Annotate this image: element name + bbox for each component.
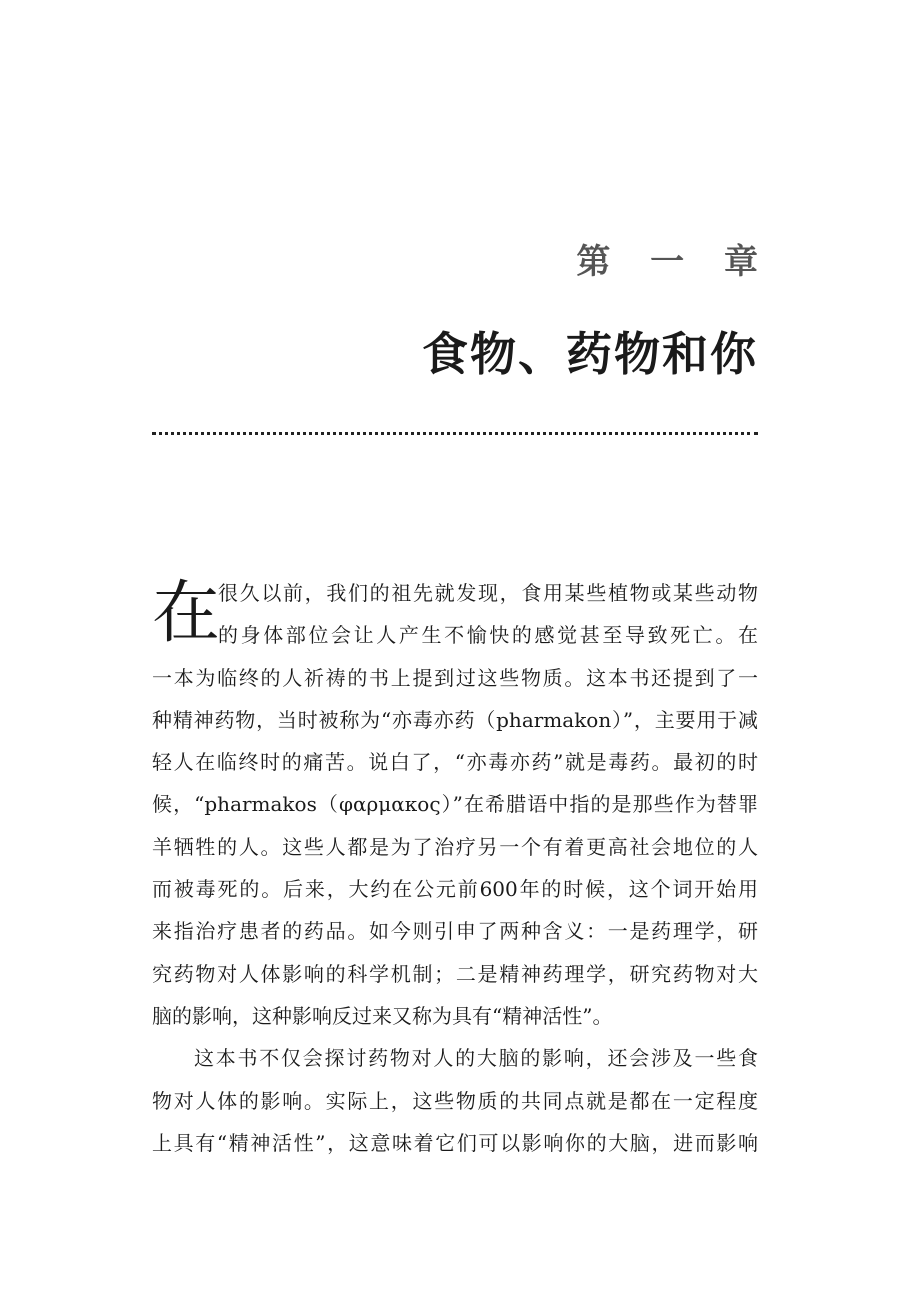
text-line: 轻人在临终时的痛苦。说白了，“亦毒亦药”就是毒药。最初的时 xyxy=(152,750,758,775)
text-line: 很久以前，我们的祖先就发现，食用某些植物或某些动物 xyxy=(218,581,758,605)
chapter-number: 第 一 章 xyxy=(576,242,772,282)
text-line: 究药物对人体影响的科学机制；二是精神药理学，研究药物对大 xyxy=(152,961,758,986)
text-line: 而被毒死的。后来，大约在公元前600年的时候，这个词开始用 xyxy=(152,877,758,902)
text-line: 脑的影响，这种影响反过来又称为具有“精神活性”。 xyxy=(152,1003,613,1028)
text-line: 的身体部位会让人产生不愉快的感觉甚至导致死亡。在 xyxy=(218,623,758,648)
text-line: 上具有“精神活性”，这意味着它们可以影响你的大脑，进而影响 xyxy=(152,1130,758,1155)
body-text xyxy=(152,572,758,1164)
text-line: 这本书不仅会探讨药物对人的大脑的影响，还会涉及一些食 xyxy=(194,1046,758,1071)
text-line: 候，“pharmakos（φαρμακος）”在希腊语中指的是那些作为替罪 xyxy=(152,792,758,817)
text-line: 一本为临终的人祈祷的书上提到过这些物质。这本书还提到了一 xyxy=(152,665,758,690)
text-line: 羊牺牲的人。这些人都是为了治疗另一个有着更高社会地位的人 xyxy=(152,834,758,859)
chapter-divider xyxy=(152,432,758,435)
text-line: 种精神药物，当时被称为“亦毒亦药（pharmakon）”，主要用于减 xyxy=(152,707,758,732)
drop-cap: 在 xyxy=(152,574,221,653)
text-line: 物对人体的影响。实际上，这些物质的共同点就是都在一定程度 xyxy=(152,1088,758,1113)
text-line: 来指治疗患者的药品。如今则引申了两种含义：一是药理学，研 xyxy=(152,919,758,944)
chapter-title: 食物、药物和你 xyxy=(422,327,758,381)
